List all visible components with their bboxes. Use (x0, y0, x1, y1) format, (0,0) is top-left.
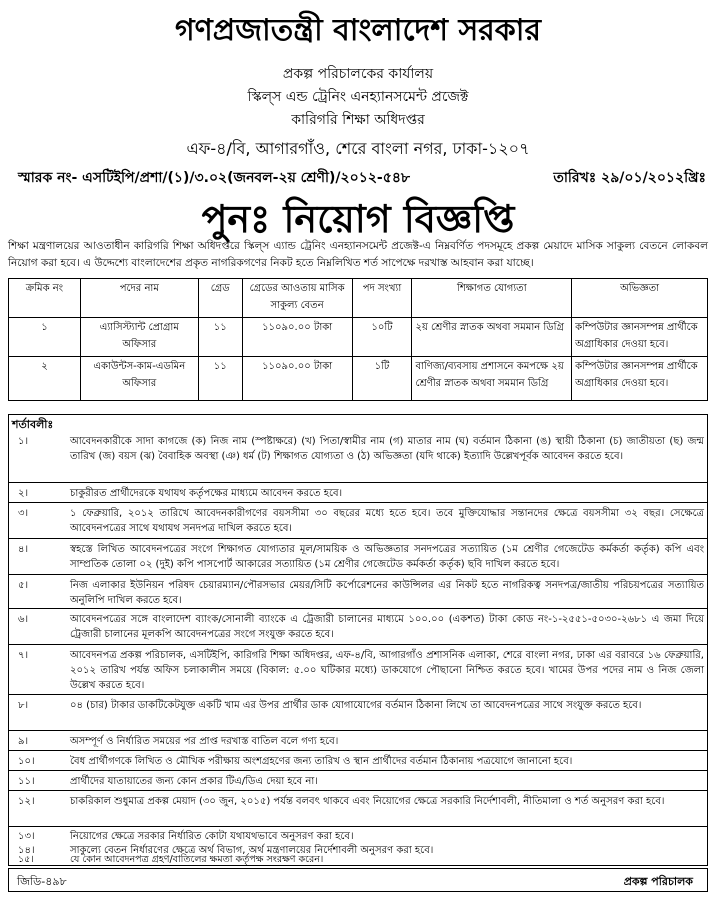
condition-text: চাকুরীরত প্রার্থীদেরকে যথাযথ কর্তৃপক্ষের মাধ্যমে আবেদন করতে হবে। (70, 488, 343, 499)
condition-number: ১৩। (18, 831, 35, 842)
condition-text: আবেদনপত্রের সঙ্গে বাংলাদেশ ব্যাংক/সোনালী ব্যাংকে এ ট্রেজারী চালানের মাধ্যমে ১০০.০০ (একশত) টাকা কোড নং-১-২৫৫১-৫০৩০-২৬৮১ এ জমা দিয়ে ট্রেজারী চালানের মূলকপি আবেদনপত্রের সংগে সংযুক্ত করতে হবে। (70, 614, 704, 640)
divider (8, 538, 708, 539)
cell-serial: ২ (9, 357, 81, 401)
condition-text: আবেদনপত্র প্রকল্প পরিচালক, এসটিইপি, কারিগরি শিক্ষা অধিদপ্তর, এফ-৪/বি, আগারগাঁও প্রশাসনিক এলাকা, শেরে বাংলা নগর, ঢাকা এর বরাবরে ১৬ ফেব্রুয়ারি, ২০১২ তারিখ পর্যন্ত অফিস চলাকালীন সময়ে (বিকাল: ৫.০০ ঘটিকার মধ্যে) ডাকযোগে পৌছানো নিশ্চিত করতে হবে। খামের উপর পদের নাম ও নিজ জেলা উল্লেখ করতে হবে। (70, 650, 704, 691)
notice-title: পুনঃ নিয়োগ বিজ্ঞপ্তি (201, 197, 515, 241)
header-grade: গ্রেড (198, 279, 242, 318)
table-row (9, 318, 708, 357)
cell-experience: কম্পিউটার জ্ঞানসম্পন্ন প্রার্থীকে অগ্রাধিকার দেওয়া হবে। (572, 318, 708, 357)
cell-post-count: ১টি (352, 357, 412, 401)
condition-number: ৬। (18, 614, 29, 625)
condition-text: বৈধ প্রার্থীগণকে লিখিত ও মৌখিক পরীক্ষায় অংশগ্রহণের জন্য তারিখ ও স্থান প্রার্থীদের বর্তমান ঠিকানায় পত্রযোগে জানানো হবে। (70, 756, 573, 767)
cell-post-name: একাউন্টস-কাম-এডমিন অফিসার (80, 357, 198, 401)
condition-text: নিয়োগের ক্ষেত্রে সরকার নির্ধারিত কোটা যথাযথভাবে অনুসরণ করা হবে। (70, 831, 354, 842)
condition-text: স্বহস্তে লিখিত আবেদনপত্রের সংগে শিক্ষাগত যোগ্যতার মূল/সাময়িক ও অভিজ্ঞতার সনদপত্রের সত্যায়িত (১ম শ্রেণীর গেজেটেড কর্মকর্তা কর্তৃক) কপি এবং সাম্প্রতিক তোলা ০২ (দুই) কপি পাসপোর্ট আকারের সত্যায়িত (১ম শ্রেণীর গেজেটেড কর্মকর্তা কর্তৃক) ছবি দাখিল করতে হবে। (70, 544, 704, 570)
project-name: স্কিল্স এন্ড ট্রেনিং এনহ্যানসমেন্ট প্রজেক্ট (247, 89, 469, 105)
condition-number: ১১। (18, 776, 35, 787)
cell-salary: ১১০৯০.০০ টাকা (242, 318, 352, 357)
cell-qualification: ২য় শ্রেণীর স্নাতক অথবা সমমান ডিগ্রি (412, 318, 572, 357)
condition-number: ১। (18, 436, 29, 447)
header-serial: ক্রমিক নং (9, 279, 81, 318)
condition-text: ০৪ (চার) টাকার ডাকটিকেটযুক্ত একটি খাম এর উপর প্রার্থীর ডাক যোগাযোগের বর্তমান ঠিকানা লিখে তা আবেদনপত্রের সাথে সংযুক্ত করতে হবে। (70, 700, 642, 711)
condition-text: চাকরিকাল শুধুমাত্র প্রকল্প মেয়াদ (৩০ জুন, ২০১৫) পর্যন্ত বলবৎ থাকবে এবং নিয়োগের ক্ষেত্রে সরকারি নির্দেশাবলী, নীতিমালা ও শর্ত অনুসরণ করা হবে। (70, 796, 665, 807)
condition-number: ৮। (18, 700, 29, 711)
divider (8, 770, 708, 771)
condition-number: ৩। (18, 508, 29, 519)
divider (8, 502, 708, 503)
vacancy-table (8, 278, 708, 401)
cell-experience: কম্পিউটার জ্ঞানসম্পন্ন প্রার্থীকে অগ্রাধিকার দেওয়া হবে। (572, 357, 708, 401)
header-salary: গ্রেডের আওতায় মাসিক সাকুল্য বেতন (242, 279, 352, 318)
condition-text: যে কোন আবেদনপত্র গ্রহণ/বাতিলের ক্ষমতা কর্তৃপক্ষ সংরক্ষণ করেন। (70, 854, 324, 865)
header-qualification: শিক্ষাগত যোগ্যতা (412, 279, 572, 318)
condition-number: ৯। (18, 736, 29, 747)
office-name: প্রকল্প পরিচালকের কার্যালয় (282, 66, 434, 82)
condition-number: ১৫। (18, 854, 34, 865)
condition-text: ১ ফেব্রুয়ারি, ২০১২ তারিখে আবেদনকারীগণের বয়সসীমা ৩০ বছরের মধ্যে হতে হবে। তবে মুক্তিযোদ্ধার সন্তানদের ক্ষেত্রে বয়সসীমা ৩২ বছর। সেক্ষেত্রে আবেদনপত্রের সাথে যথাযথ সনদপত্র দাখিল করতে হবে। (70, 508, 704, 534)
divider (8, 608, 708, 609)
condition-number: ৫। (18, 580, 29, 591)
divider (8, 790, 708, 791)
divider (8, 482, 708, 483)
condition-number: ১৪। (18, 845, 35, 856)
divider (8, 644, 708, 645)
footer-bar (8, 868, 708, 892)
divider (8, 750, 708, 751)
divider (8, 694, 708, 695)
condition-text: প্রার্থীদের যাতায়াতের জন্য কোন প্রকার টিএ/ডিএ দেয়া হবে না। (70, 776, 318, 787)
divider (8, 574, 708, 575)
government-title: গণপ্রজাতন্ত্রী বাংলাদেশ সরকার (175, 13, 541, 48)
memo-number: স্মারক নং- এসটিইপি/প্রশা/(১)/৩.০২(জনবল-২য় শ্রেণী)/২০১২-৫৪৮ (18, 170, 410, 186)
divider (8, 826, 708, 827)
header-experience: অভিজ্ঞতা (572, 279, 708, 318)
condition-text: সাকুল্যে বেতন নির্ধারণের ক্ষেত্রে অর্থ বিভাগ, অর্থ মন্ত্রণালয়ের নির্দেশাবলী অনুসরণ করা হবে। (70, 845, 434, 856)
divider (8, 730, 708, 731)
intro-paragraph: শিক্ষা মন্ত্রণালয়ের আওতাধীন কারিগরি শিক্ষা অধিদপ্তরে স্কিল্স এ্যান্ড ট্রেনিং এনহ্যানসমেন্ট প্রজেক্ট-এ নিম্নবর্ণিত পদসমূহে প্রকল্প মেয়াদে মাসিক সাকুল্য বেতনে লোকবল নিয়োগ করা হবে। এ উদ্দেশ্যে বাংলাদেশের প্রকৃত নাগরিকগণের নিকট হতে নিম্নলিখিত শর্ত সাপেক্ষে দরখাস্ত আহবান করা যাচ্ছে। (8, 240, 708, 269)
office-address: এফ-৪/বি, আগারগাঁও, শেরে বাংলা নগর, ঢাকা-১২০৭ (186, 139, 530, 158)
cell-salary: ১১০৯০.০০ টাকা (242, 357, 352, 401)
list-item (8, 434, 708, 480)
table-header-row (9, 279, 708, 318)
condition-number: ৪। (18, 544, 29, 555)
table-row (9, 357, 708, 401)
cell-post-count: ১০টি (352, 318, 412, 357)
condition-text: নিজ এলাকার ইউনিয়ন পরিষদ চেয়ারম্যান/পৌরসভার মেয়র/সিটি কর্পোরেশনের কাউন্সিলর এর নিকট হতে নাগরিকত্ব সনদপত্র/জাতীয় পরিচয়পত্রের সত্যায়িত অনুলিপি দাখিল করতে হবে। (70, 580, 704, 606)
header-post-count: পদ সংখ্যা (352, 279, 412, 318)
signatory: প্রকল্প পরিচালক (623, 875, 693, 888)
condition-number: ১২। (18, 796, 35, 807)
directorate-name: কারিগরি শিক্ষা অধিদপ্তর (291, 112, 425, 128)
conditions-title: শর্তাবলীঃ (12, 418, 54, 431)
cell-grade: ১১ (198, 318, 242, 357)
cell-post-name: এ্যাসিস্ট্যান্ট প্রোগ্রাম অফিসার (80, 318, 198, 357)
condition-text: অসম্পূর্ণ ও নির্ধারিত সময়ের পর প্রাপ্ত দরখাস্ত বাতিল বলে গণ্য হবে। (70, 736, 339, 747)
notice-date: তারিখঃ ২৯/০১/২০১২খ্রিঃ (553, 170, 706, 186)
cell-serial: ১ (9, 318, 81, 357)
condition-number: ৭। (18, 650, 29, 661)
condition-number: ২। (18, 488, 29, 499)
header-post-name: পদের নাম (80, 279, 198, 318)
condition-number: ১০। (18, 756, 35, 767)
gd-code: জিডি-৪৯৮ (17, 875, 67, 888)
cell-qualification: বাণিজ্য/ব্যবসায় প্রশাসনে কমপক্ষে ২য় শ্রেণীর স্নাতক অথবা সমমান ডিগ্রি (412, 357, 572, 401)
cell-grade: ১১ (198, 357, 242, 401)
condition-text: আবেদনকারীকে সাদা কাগজে (ক) নিজ নাম (স্পষ্টাক্ষরে) (খ) পিতা/স্বামীর নাম (গ) মাতার নাম (ঘ) বর্তমান ঠিকানা (ঙ) স্থায়ী ঠিকানা (চ) জাতীয়তা (ছ) জন্ম তারিখ (জ) বয়স (ঝ) বৈবাহিক অবস্থা (ঞ) ধর্ম (ট) শিক্ষাগত যোগ্যতা ও (ঠ) অভিজ্ঞতা (যদি থাকে) ইত্যাদি উল্লেখপূর্বক আবেদন করতে হবে। (70, 436, 704, 462)
